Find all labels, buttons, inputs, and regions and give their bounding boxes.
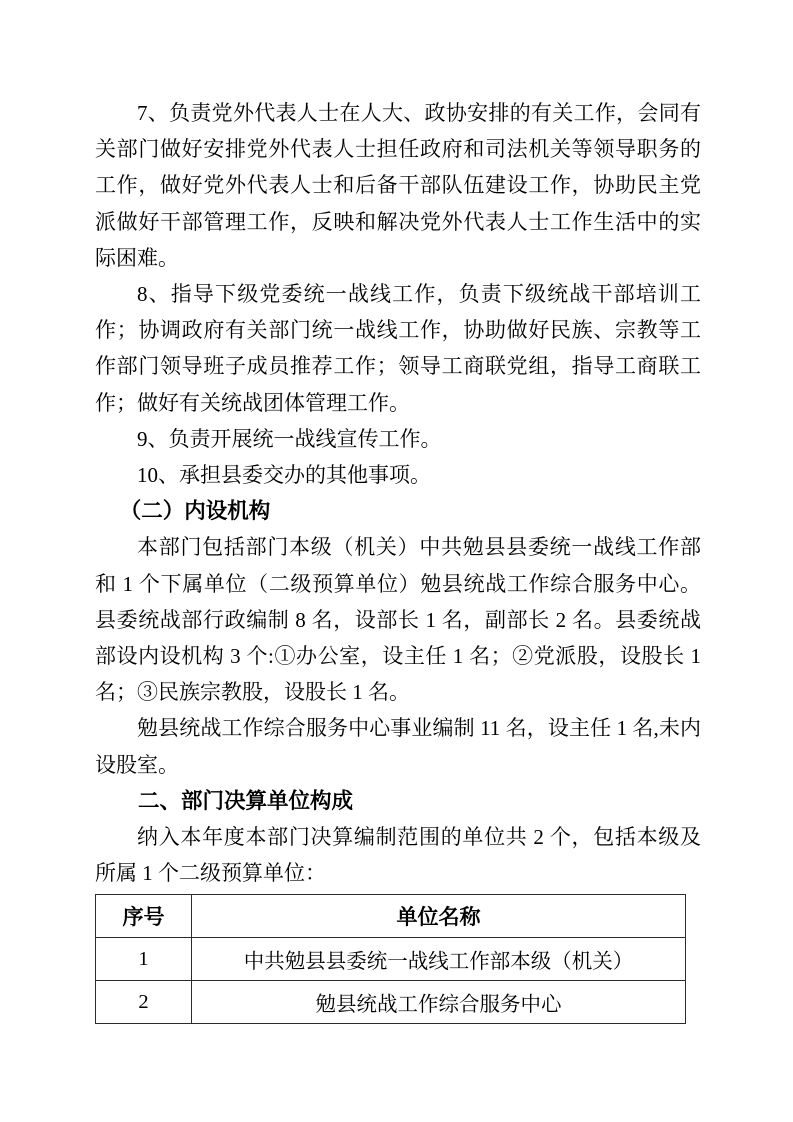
table-row [96, 938, 686, 981]
row-index: 1 [96, 938, 192, 981]
paragraph-duty-9: 9、负责开展统一战线宣传工作。 [137, 426, 442, 451]
units-table-header-row [96, 895, 686, 938]
units-table [95, 894, 686, 1024]
heading-internal-structure: （二）内设机构 [119, 499, 271, 524]
paragraph-duty-7: 7、负责党外代表人士在人大、政协安排的有关工作，会同有关部门做好安排党外代表人士担任政府和司法机关等领导职务的工作，做好党外代表人士和后备干部队伍建设工作，协助民主党派做好干部管理工作，反映和解决党外代表人士工作生活中的实际困难。 [95, 101, 701, 270]
paragraph-duty-8: 8、指导下级党委统一战线工作，负责下级统战干部培训工作；协调政府有关部门统一战线工作，协助做好民族、宗教等工作部门领导班子成员推荐工作；领导工商联党组，指导工商联工作；做好有关统战团体管理工作。 [95, 282, 701, 415]
table-row [96, 981, 686, 1024]
document-content [95, 95, 701, 1024]
unit-name: 勉县统战工作综合服务中心 [192, 981, 686, 1024]
unit-name: 中共勉县县委统一战线工作部本级（机关） [192, 938, 686, 981]
row-index: 2 [96, 981, 192, 1024]
paragraph-service-center-staffing: 勉县统战工作综合服务中心事业编制 11 名，设主任 1 名,未内设股室。 [95, 716, 701, 777]
table-header-unit-name: 单位名称 [192, 895, 686, 938]
paragraph-internal-structure-detail: 本部门包括部门本级（机关）中共勉县县委统一战线工作部和 1 个下属单位（二级预算单位）勉县统战工作综合服务中心。县委统战部行政编制 8 名，设部长 1 名，副部长 2 名。县委统战部设内设机构 3 个:①办公室，设主任 1 名；②党派股，设股长 1 名；③民族宗教股，设股长 1 名。 [95, 535, 701, 705]
table-header-index: 序号 [96, 895, 192, 938]
heading-final-accounts-units: 二、部门决算单位构成 [138, 788, 354, 813]
paragraph-duty-10: 10、承担县委交办的其他事项。 [137, 463, 431, 488]
paragraph-units-scope: 纳入本年度本部门决算编制范围的单位共 2 个，包括本级及所属 1 个二级预算单位： [95, 825, 701, 886]
